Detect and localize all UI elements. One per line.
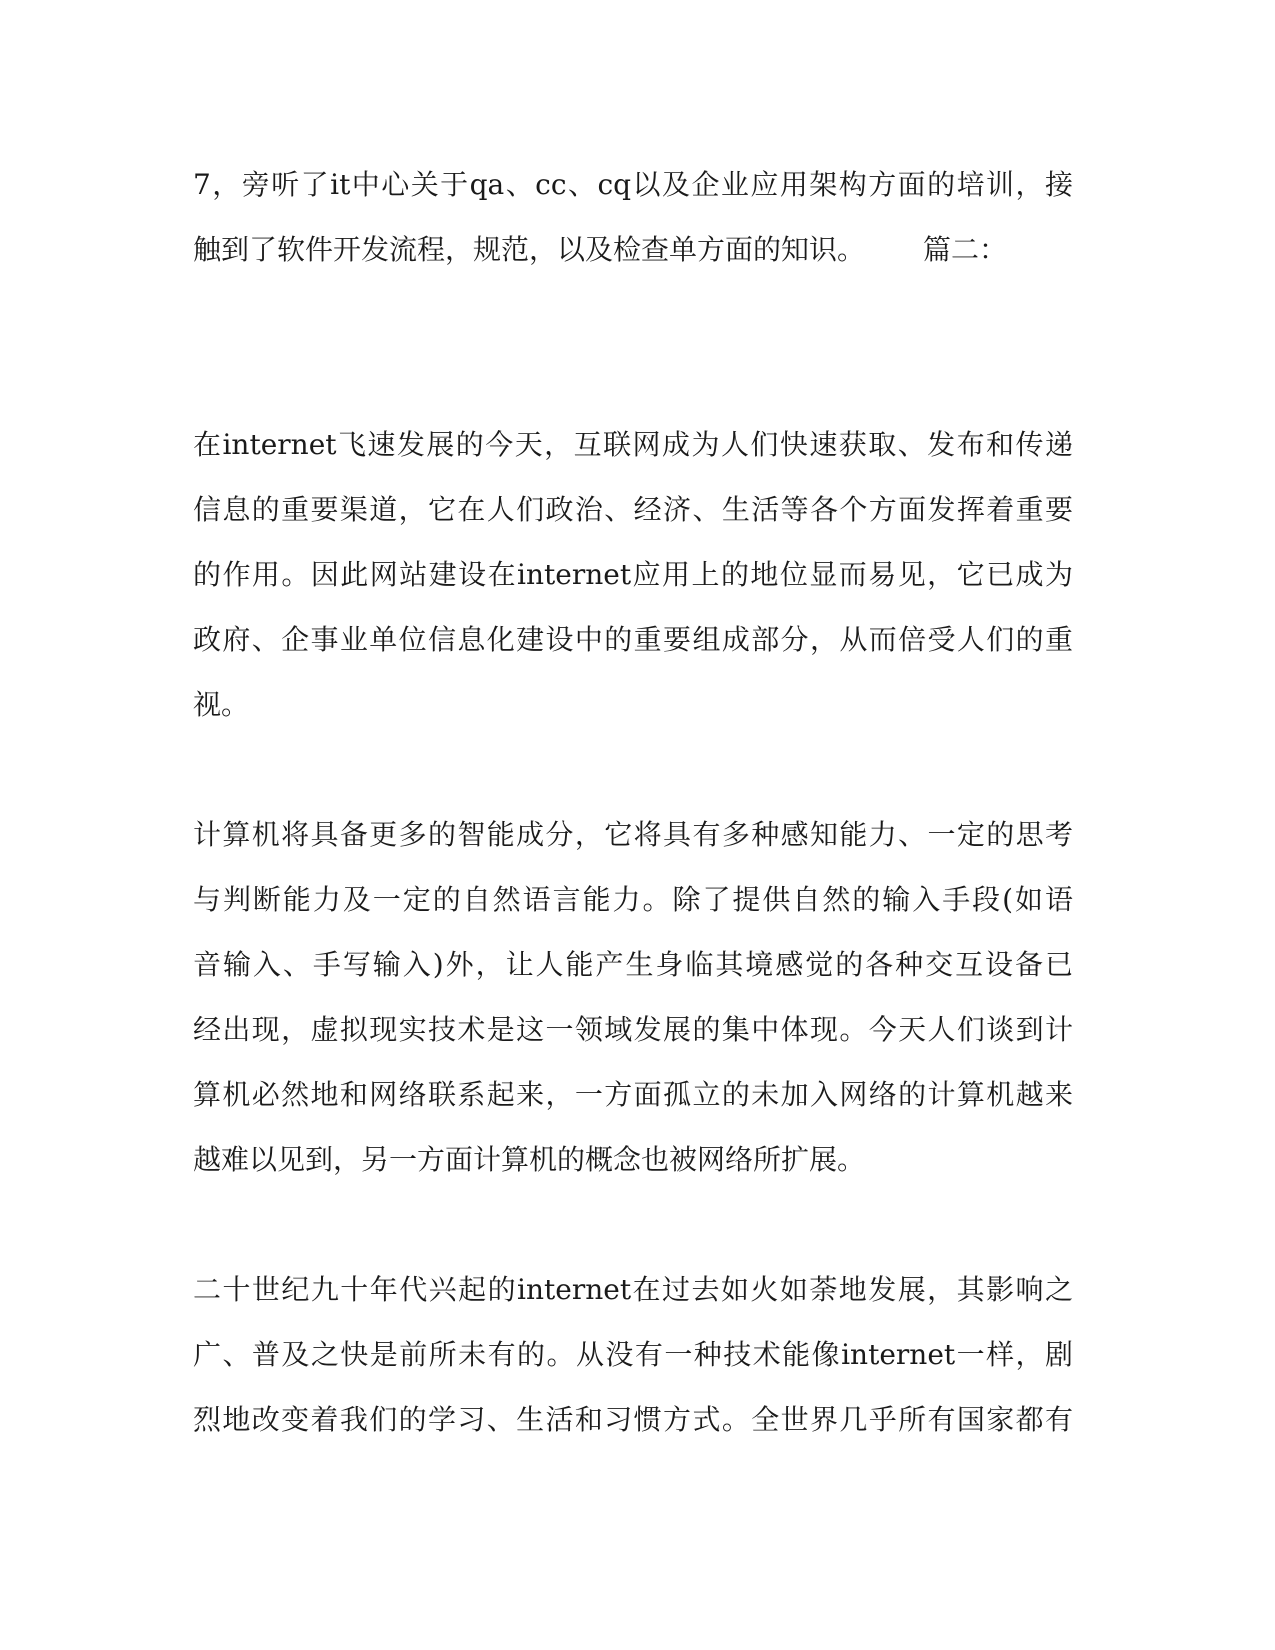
text-line: 计算机将具备更多的智能成分，它将具有多种感知能力、一定的思考 xyxy=(193,818,1073,851)
text-line: 的作用。因此网站建设在internet应用上的地位显而易见，它已成为 xyxy=(193,558,1073,591)
text-line xyxy=(193,217,1073,282)
text-line: 政府、企事业单位信息化建设中的重要组成部分，从而倍受人们的重 xyxy=(193,623,1073,656)
text-line: 广、普及之快是前所未有的。从没有一种技术能像internet一样，剧 xyxy=(193,1338,1073,1371)
text-line: 信息的重要渠道，它在人们政治、经济、生活等各个方面发挥着重要 xyxy=(193,493,1073,526)
text-line: 经出现，虚拟现实技术是这一领域发展的集中体现。今天人们谈到计 xyxy=(193,1013,1073,1046)
text-line: 音输入、手写输入)外，让人能产生身临其境感觉的各种交互设备已 xyxy=(193,948,1073,981)
text-line: 在internet飞速发展的今天，互联网成为人们快速获取、发布和传递 xyxy=(193,428,1073,461)
document-body xyxy=(193,152,1073,1452)
text-line: 烈地改变着我们的学习、生活和习惯方式。全世界几乎所有国家都有 xyxy=(193,1403,1073,1436)
paragraph-computer-intelligence xyxy=(193,802,1073,1192)
text-line: 算机必然地和网络联系起来，一方面孤立的未加入网络的计算机越来 xyxy=(193,1078,1073,1111)
paragraph-training xyxy=(193,152,1073,282)
text-line: 7，旁听了it中心关于qa、cc、cq以及企业应用架构方面的培训，接 xyxy=(193,168,1073,201)
text-line: 二十世纪九十年代兴起的internet在过去如火如荼地发展，其影响之 xyxy=(193,1273,1073,1306)
text-line: 与判断能力及一定的自然语言能力。除了提供自然的输入手段(如语 xyxy=(193,883,1073,916)
section-heading: 篇二： xyxy=(923,233,1008,266)
paragraph-internet-history xyxy=(193,1257,1073,1452)
paragraph-internet-intro xyxy=(193,412,1073,737)
text-line: 视。 xyxy=(193,688,250,721)
text-line: 越难以见到，另一方面计算机的概念也被网络所扩展。 xyxy=(193,1143,866,1176)
text-segment: 触到了软件开发流程，规范，以及检查单方面的知识。 xyxy=(193,233,866,266)
